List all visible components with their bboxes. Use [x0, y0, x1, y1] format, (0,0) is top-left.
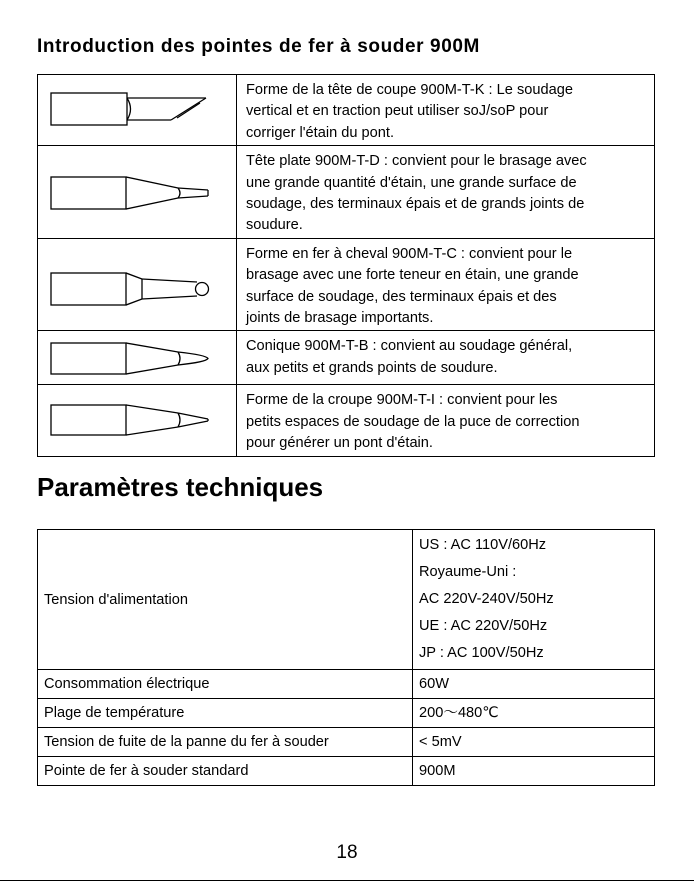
param-value [413, 530, 655, 670]
knife-tip-icon [38, 77, 236, 143]
param-value: < 5mV [413, 728, 655, 757]
tip-description [237, 146, 655, 239]
text-line: Conique 900M-T-B : convient au soudage général, [246, 338, 573, 355]
text-line: joints de brasage importants. [246, 310, 434, 327]
conical-tip-icon [38, 332, 236, 384]
tip-row-d [38, 146, 655, 239]
tip-description [237, 331, 655, 385]
params-table [37, 529, 655, 786]
param-row [38, 530, 655, 670]
param-label: Consommation électrique [38, 670, 413, 699]
param-row [38, 699, 655, 728]
text-line: aux petits et grands points de soudure. [246, 359, 498, 376]
text-line: une grande quantité d'étain, une grande surface de [246, 174, 577, 191]
value-line: AC 220V-240V/50Hz [419, 591, 554, 607]
value-line: JP : AC 100V/50Hz [419, 645, 544, 661]
text-line: Forme en fer à cheval 900M-T-C : convient pour le [246, 245, 573, 262]
tip-description [237, 385, 655, 456]
tip-image-cell [38, 331, 237, 385]
flat-tip-icon [38, 148, 236, 236]
tip-description [237, 238, 655, 331]
tip-row-c [38, 238, 655, 331]
text-line: brasage avec une forte teneur en étain, une grande [246, 267, 579, 284]
text-line: pour générer un pont d'étain. [246, 435, 433, 452]
tip-image-cell [38, 238, 237, 331]
param-label: Plage de température [38, 699, 413, 728]
value-line: UE : AC 220V/50Hz [419, 618, 548, 634]
text-line: surface de soudage, des terminaux épais et des [246, 288, 557, 305]
tip-image-cell [38, 75, 237, 146]
text-line: petits espaces de soudage de la puce de correction [246, 413, 580, 430]
text-line: Tête plate 900M-T-D : convient pour le brasage avec [246, 153, 587, 170]
param-label: Tension de fuite de la panne du fer à souder [38, 728, 413, 757]
tip-row-b [38, 331, 655, 385]
text-line: Forme de la tête de coupe 900M-T-K : Le soudage [246, 82, 573, 98]
tip-row-k [38, 75, 655, 146]
param-label: Tension d'alimentation [38, 530, 413, 670]
horseshoe-tip-icon [38, 241, 236, 329]
param-value: 200～480℃ [413, 699, 655, 728]
param-row [38, 728, 655, 757]
param-row [38, 670, 655, 699]
text-line: Forme de la croupe 900M-T-I : convient pour les [246, 392, 558, 409]
text-line: vertical et en traction peut utiliser soJ/soP pour [246, 103, 549, 120]
tips-table [37, 74, 655, 457]
tip-row-i [38, 385, 655, 456]
page-number: 18 [336, 842, 358, 863]
param-value: 60W [413, 670, 655, 699]
text-line: soudure. [246, 217, 303, 234]
tip-image-cell [38, 385, 237, 456]
value-line: US : AC 110V/60Hz [419, 537, 547, 553]
param-row [38, 757, 655, 786]
text-line: corriger l'étain du pont. [246, 124, 394, 141]
param-label: Pointe de fer à souder standard [38, 757, 413, 786]
param-value: 900M [413, 757, 655, 786]
value-line: Royaume-Uni : [419, 564, 517, 580]
footer-divider [0, 880, 694, 881]
tip-image-cell [38, 146, 237, 239]
fine-conical-tip-icon [38, 387, 236, 454]
section-title-params: Paramètres techniques [37, 472, 324, 502]
text-line: soudage, des terminaux épais et de grands joints de [246, 196, 585, 213]
section-title-tips: Introduction des pointes de fer à souder 900M [37, 36, 480, 57]
tip-description [237, 75, 655, 146]
